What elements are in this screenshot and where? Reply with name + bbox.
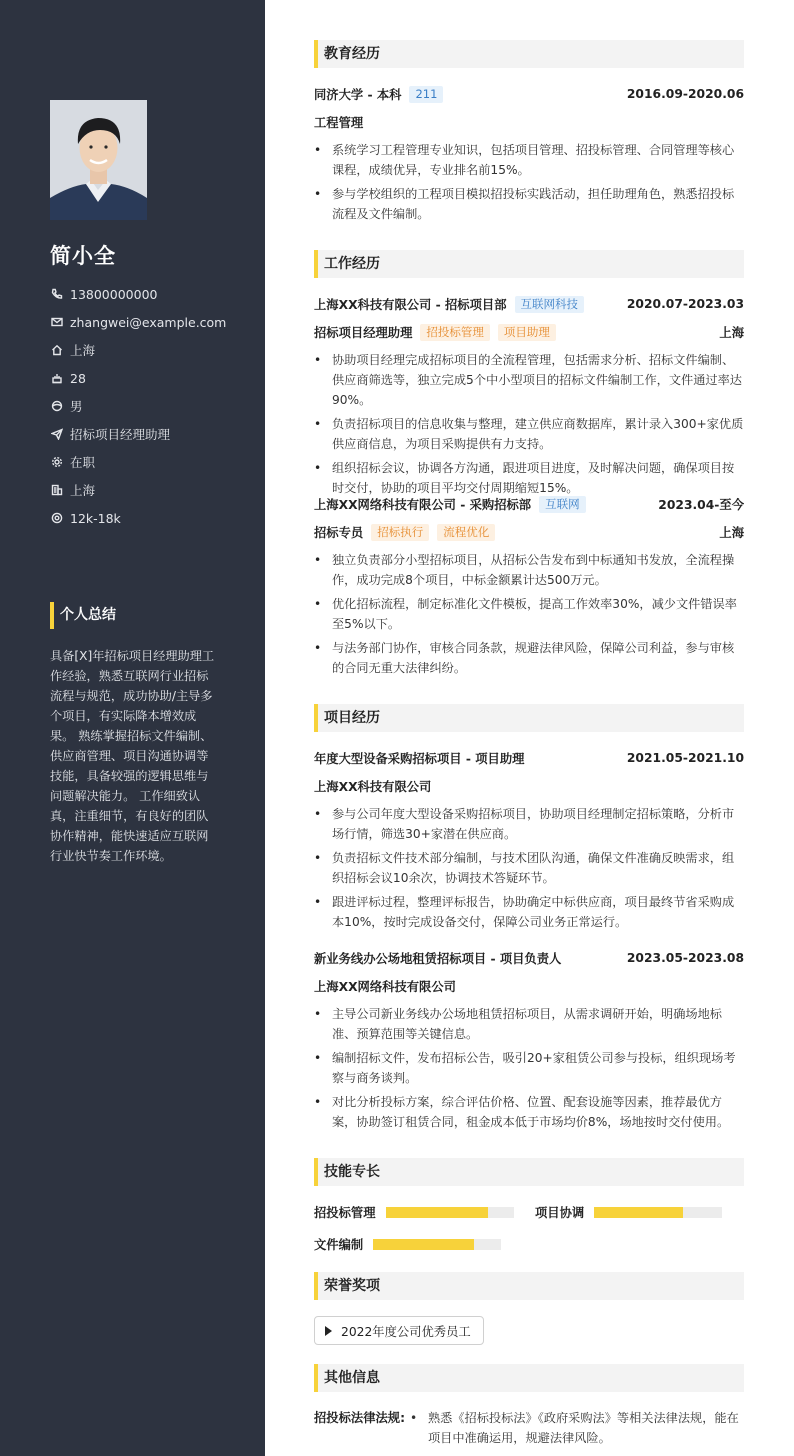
skill-tag: 招标执行 <box>371 524 429 541</box>
section-title-skills: 技能专长 <box>314 1158 744 1186</box>
section-title-awards: 荣誉奖项 <box>314 1272 744 1300</box>
list-item: • 独立负责部分小型招标项目，从招标公告发布到中标通知书发放，全流程操作，成功完成8个项目，中标金额累计达500万元。 <box>314 550 744 590</box>
list-item: • 跟进评标过程，整理评标报告，协助确定中标供应商，项目最终节省采购成本10%，按时完成设备交付，保障公司业务正常运行。 <box>314 892 744 932</box>
skill-bar-fill <box>386 1207 488 1218</box>
job-city: 上海 <box>719 326 744 340</box>
job-bullets <box>314 550 744 682</box>
position-text: 招标项目经理助理 <box>70 427 171 442</box>
project-period: 2021.05-2021.10 <box>626 751 744 765</box>
skill-tag: 项目助理 <box>498 324 556 341</box>
project-company-row <box>314 976 744 996</box>
info-gender <box>50 392 226 420</box>
candidate-name: 简小全 <box>50 244 116 268</box>
gender-icon <box>50 400 63 413</box>
list-item: • 系统学习工程管理专业知识，包括项目管理、招投标管理、合同管理等核心课程，成绩优异，专业排名前15%。 <box>314 140 744 180</box>
job-period: 2023.04-至今 <box>658 498 744 512</box>
education-major-row <box>314 112 744 132</box>
education-header <box>314 84 744 104</box>
home-icon <box>50 344 63 357</box>
city-text: 上海 <box>70 483 96 498</box>
gender-text: 男 <box>70 399 83 414</box>
info-city <box>50 476 226 504</box>
list-item: • 与法务部门协作，审核合同条款，规避法律风险，保障公司利益，参与审核的合同无重大法律纠纷。 <box>314 638 744 678</box>
education-bullets <box>314 140 744 228</box>
info-location <box>50 336 226 364</box>
salary-text: 12k-18k <box>70 510 121 526</box>
phone-icon <box>50 288 63 301</box>
list-item: • 编制招标文件，发布招标公告，吸引20+家租赁公司参与投标，组织现场考察与商务谈判。 <box>314 1048 744 1088</box>
section-title-projects: 项目经历 <box>314 704 744 732</box>
job-company: 上海XX网络科技有限公司 - 采购招标部 <box>314 498 532 512</box>
gear-icon <box>50 456 63 469</box>
mail-icon <box>50 316 63 329</box>
job-role: 招标项目经理助理 <box>314 326 413 340</box>
project-header <box>314 948 744 968</box>
industry-tag: 互联网 <box>539 496 586 513</box>
project-company: 上海XX网络科技有限公司 <box>314 980 456 994</box>
status-text: 在职 <box>70 455 96 470</box>
avatar <box>50 100 147 220</box>
skill-bar-fill <box>373 1239 474 1250</box>
skill-name: 项目协调 <box>535 1206 585 1220</box>
info-status <box>50 448 226 476</box>
other-label: 招投标法律法规: <box>314 1411 405 1425</box>
project-period: 2023.05-2023.08 <box>626 951 744 965</box>
list-item: • 协助项目经理完成招标项目的全流程管理，包括需求分析、招标文件编制、供应商筛选等，独立完成5个中小型项目的招标文件编制工作，文件通过率达90%。 <box>314 350 744 410</box>
info-email <box>50 308 226 336</box>
summary-title: 个人总结 <box>50 602 116 629</box>
education-major: 工程管理 <box>314 116 364 130</box>
info-salary <box>50 504 226 532</box>
building-icon <box>50 484 63 497</box>
project-header <box>314 748 744 768</box>
list-item: • 对比分析投标方案，综合评估价格、位置、配套设施等因素，推荐最优方案，协助签订租赁合同，租金成本低于市场均价8%，场地按时交付使用。 <box>314 1092 744 1132</box>
job-header <box>314 494 744 514</box>
cake-icon <box>50 372 63 385</box>
sidebar <box>0 0 265 1456</box>
project-bullets <box>314 1004 744 1136</box>
avatar-photo <box>50 100 147 220</box>
school-name: 同济大学 - 本科 <box>314 88 402 102</box>
job-city: 上海 <box>719 526 744 540</box>
skill-item <box>535 1202 722 1222</box>
school-tag: 211 <box>409 86 443 103</box>
section-title-education: 教育经历 <box>314 40 744 68</box>
job-period: 2020.07-2023.03 <box>626 297 744 311</box>
age-text: 28 <box>70 370 86 386</box>
skill-name: 招投标管理 <box>314 1206 376 1220</box>
job-bullets <box>314 350 744 502</box>
skill-bar <box>594 1207 722 1218</box>
award-text: 2022年度公司优秀员工 <box>341 1324 471 1339</box>
send-icon <box>50 428 63 441</box>
skill-item <box>314 1234 501 1254</box>
education-period: 2016.09-2020.06 <box>626 87 744 101</box>
job-company: 上海XX科技有限公司 - 招标项目部 <box>314 298 507 312</box>
other-list <box>410 1408 744 1448</box>
skill-item <box>314 1202 514 1222</box>
job-header <box>314 294 744 314</box>
skill-name: 文件编制 <box>314 1238 364 1252</box>
project-bullets <box>314 804 744 936</box>
summary-text: 具备[X]年招标项目经理助理工作经验，熟悉互联网行业招标流程与规范，成功协助/主导多个项目，有实际降本增效成果。 熟练掌握招标文件编制、供应商管理、项目沟通协调等技能，具备较强的逻辑思维与问题解决能力。 工作细致认真，注重细节，有良好的团队协作精神，能快速适应互联网行业快节奏工作环境。 <box>50 649 215 863</box>
list-item: • 优化招标流程，制定标准化文件模板，提高工作效率30%，减少文件错误率至5%以下。 <box>314 594 744 634</box>
section-title-work: 工作经历 <box>314 250 744 278</box>
section-title-other: 其他信息 <box>314 1364 744 1392</box>
job-role: 招标专员 <box>314 526 364 540</box>
project-name: 新业务线办公场地租赁招标项目 - 项目负责人 <box>314 952 562 966</box>
email-text: zhangwei@example.com <box>70 314 227 330</box>
award-item[interactable] <box>314 1316 484 1345</box>
job-role-row <box>314 322 744 342</box>
location-text: 上海 <box>70 343 96 358</box>
phone-text: 13800000000 <box>70 286 158 302</box>
list-item: • 组织招标会议，协调各方沟通，跟进项目进度，及时解决问题，确保项目按时交付，协助的项目平均交付周期缩短15%。 <box>314 458 744 498</box>
money-icon <box>50 512 63 525</box>
skill-tag: 流程优化 <box>437 524 495 541</box>
list-item: • 参与公司年度大型设备采购招标项目，协助项目经理制定招标策略，分析市场行情，筛选30+家潜在供应商。 <box>314 804 744 844</box>
info-position <box>50 420 226 448</box>
info-phone <box>50 280 226 308</box>
project-company: 上海XX科技有限公司 <box>314 780 432 794</box>
project-company-row <box>314 776 744 796</box>
industry-tag: 互联网科技 <box>515 296 585 313</box>
skill-bar-fill <box>594 1207 682 1218</box>
list-item: • 负责招标文件技术部分编制，与技术团队沟通，确保文件准确反映需求，组织招标会议10余次，协调技术答疑环节。 <box>314 848 744 888</box>
list-item: • 主导公司新业务线办公场地租赁招标项目，从需求调研开始，明确场地标准、预算范围等关键信息。 <box>314 1004 744 1044</box>
project-name: 年度大型设备采购招标项目 - 项目助理 <box>314 752 525 766</box>
list-item: • 参与学校组织的工程项目模拟招投标实践活动，担任助理角色，熟悉招投标流程及文件编制。 <box>314 184 744 224</box>
skill-bar <box>373 1239 501 1250</box>
list-item: • 熟悉《招标投标法》《政府采购法》等相关法律法规，能在项目中准确运用，规避法律风险。 <box>410 1408 744 1448</box>
skill-bar <box>386 1207 514 1218</box>
list-item: • 负责招标项目的信息收集与整理，建立供应商数据库，累计录入300+家优质供应商信息，为项目采购提供有力支持。 <box>314 414 744 454</box>
job-role-row <box>314 522 744 542</box>
skill-tag: 招投标管理 <box>420 324 490 341</box>
play-icon <box>325 1326 332 1336</box>
info-age <box>50 364 226 392</box>
contact-info-list <box>50 280 226 532</box>
